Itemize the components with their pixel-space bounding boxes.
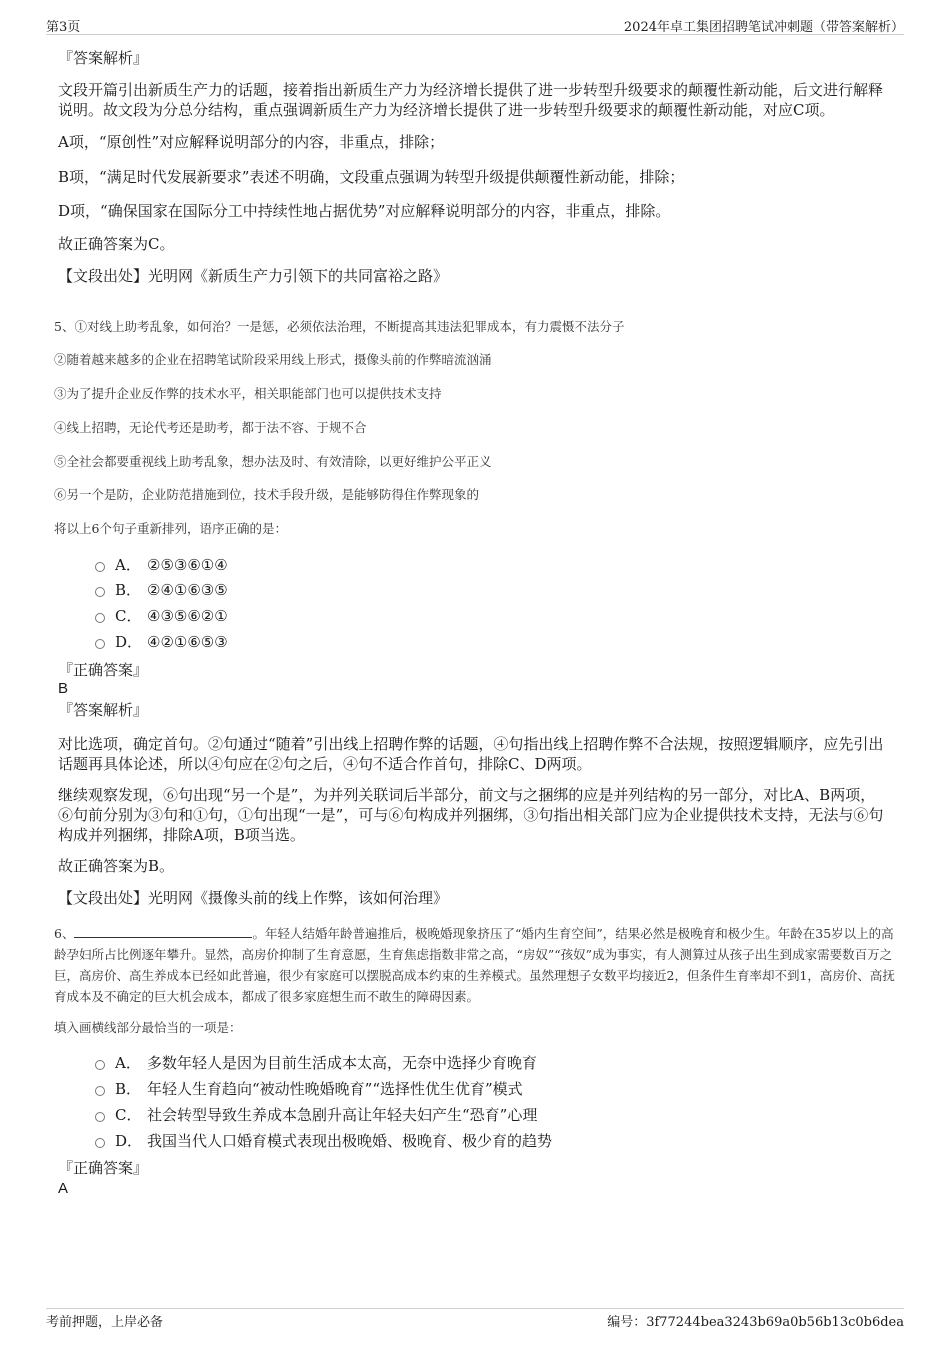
q5-sentence-5: ⑤全社会都要重视线上助考乱象，想办法及时、有效清除，以更好维护公平正义 (54, 454, 492, 469)
q5-sentence-3: ③为了提升企业反作弊的技术水平，相关职能部门也可以提供技术支持 (54, 386, 442, 401)
page-footer (46, 1308, 904, 1330)
q5-option-d[interactable]: D． ④②①⑥⑤③ (95, 632, 228, 652)
q5-sentence-6: ⑥另一个是防，企业防范措施到位，技术手段升级，是能够防得住作弊现象的 (54, 487, 480, 502)
radio-icon[interactable] (95, 1138, 105, 1148)
q4-conclusion: 故正确答案为C。 (58, 235, 175, 253)
radio-icon[interactable] (95, 639, 105, 649)
footer-slogan: 考前押题，上岸必备 (46, 1315, 164, 1330)
q5-sentence-4: ④线上招聘，无论代考还是助考，都于法不容、于规不合 (54, 420, 367, 435)
q6-blank (74, 925, 252, 938)
q6-option-d[interactable]: D． 我国当代人口婚育模式表现出极晚婚、极晚育、极少育的趋势 (95, 1131, 552, 1151)
q6-prompt: 填入画横线部分最恰当的一项是： (54, 1020, 242, 1035)
q5-source: 【文段出处】光明网《摄像头前的线上作弊，该如何治理》 (58, 889, 449, 907)
radio-icon[interactable] (95, 1112, 105, 1122)
page-header (46, 14, 904, 35)
q5-option-b[interactable]: B． ②④①⑥③⑤ (95, 580, 228, 600)
q5-analysis-paragraph-2: 继续观察发现，⑥句出现“另一个是”，为并列关联词后半部分，前文与之捆绑的应是并列结构的另一部分，对比A、B两项，⑥句前分别为③句和①句，①句出现“一是”，可与⑥句构成并列捆绑，③句指出相关部门应为企业提供技术支持，无法与⑥句构成并列捆绑，排除A项，B项当选。 (58, 786, 884, 844)
q4-analysis-paragraph-2: A项，“原创性”对应解释说明部分的内容，非重点，排除； (58, 133, 445, 151)
q5-analysis-paragraph-1: 对比选项，确定首句。②句通过“随着”引出线上招聘作弊的话题，④句指出线上招聘作弊不合法规，按照逻辑顺序，应先引出话题再具体论述，所以④句应在②句之后，④句不适合作首句，排除C、D两项。 (58, 735, 884, 773)
radio-icon[interactable] (95, 1060, 105, 1070)
q6-option-b[interactable]: B． 年轻人生育趋向“被动性晚婚晚育”“选择性优生优育”模式 (95, 1079, 523, 1099)
q6-option-a[interactable]: A． 多数年轻人是因为目前生活成本太高，无奈中选择少育晚育 (95, 1053, 537, 1073)
radio-icon[interactable] (95, 562, 105, 572)
q5-prompt: 将以上6个句子重新排列，语序正确的是： (54, 521, 287, 536)
q5-analysis-heading: 『答案解析』 (58, 701, 149, 719)
document-title: 2024年卓工集团招聘笔试冲刺题（带答案解析） (623, 20, 904, 35)
q4-source: 【文段出处】光明网《新质生产力引领下的共同富裕之路》 (58, 267, 449, 285)
q4-analysis-heading: 『答案解析』 (58, 49, 149, 67)
q5-answer-heading: 『正确答案』 (58, 661, 149, 679)
q5-option-c[interactable]: C． ④③⑤⑥②① (95, 606, 228, 626)
q5-option-a[interactable]: A． ②⑤③⑥①④ (95, 555, 228, 575)
q6-answer: A (58, 1180, 69, 1197)
q6-option-c[interactable]: C． 社会转型导致生养成本急剧升高让年轻夫妇产生“恐育”心理 (95, 1105, 537, 1125)
q5-sentence-2: ②随着越来越多的企业在招聘笔试阶段采用线上形式，摄像头前的作弊暗流汹涌 (54, 352, 492, 367)
q5-conclusion: 故正确答案为B。 (58, 857, 175, 875)
q5-answer: B (58, 680, 69, 697)
radio-icon[interactable] (95, 613, 105, 623)
q6-answer-heading: 『正确答案』 (58, 1159, 149, 1177)
q4-analysis-paragraph-1: 文段开篇引出新质生产力的话题，接着指出新质生产力为经济增长提供了进一步转型升级要求的颠覆性新动能，后文进行解释说明。故文段为分总分结构，重点强调新质生产力为经济增长提供了进一步转型升级要求的颠覆性新动能，对应C项。 (58, 81, 884, 119)
q5-sentence-1: 5、①对线上助考乱象，如何治？一是惩，必须依法治理，不断提高其违法犯罪成本，有力震慑不法分子 (54, 319, 625, 334)
q6-passage: 6、 。年轻人结婚年龄普遍推后，极晚婚现象挤压了“婚内生育空间”，结果必然是极晚育和极少生。年龄在35岁以上的高龄孕妇所占比例逐年攀升。显然，高房价抑制了生育意愿，生育焦虑指数非常之高，“房奴”“孩奴”成为事实，有人测算过从孩子出生到成家需要数百万之巨，高房价、高生养成本已经如此普遍，很少有家庭可以摆脱高成本约束的生养模式。虽然理想子女数平均接近2，但条件生育率却不到1，高房价、高抚育成本及不确定的巨大机会成本，都成了很多家庭想生而不敢生的障碍因素。 (54, 926, 895, 1004)
radio-icon[interactable] (95, 1086, 105, 1096)
page-number: 第3页 (46, 20, 81, 35)
q4-analysis-paragraph-4: D项，“确保国家在国际分工中持续性地占据优势”对应解释说明部分的内容，非重点，排除。 (58, 202, 671, 220)
radio-icon[interactable] (95, 587, 105, 597)
document-code: 编号：3f77244bea3243b69a0b56b13c0b6dea (607, 1315, 904, 1330)
q4-analysis-paragraph-3: B项，“满足时代发展新要求”表述不明确，文段重点强调为转型升级提供颠覆性新动能，排除； (58, 168, 685, 186)
